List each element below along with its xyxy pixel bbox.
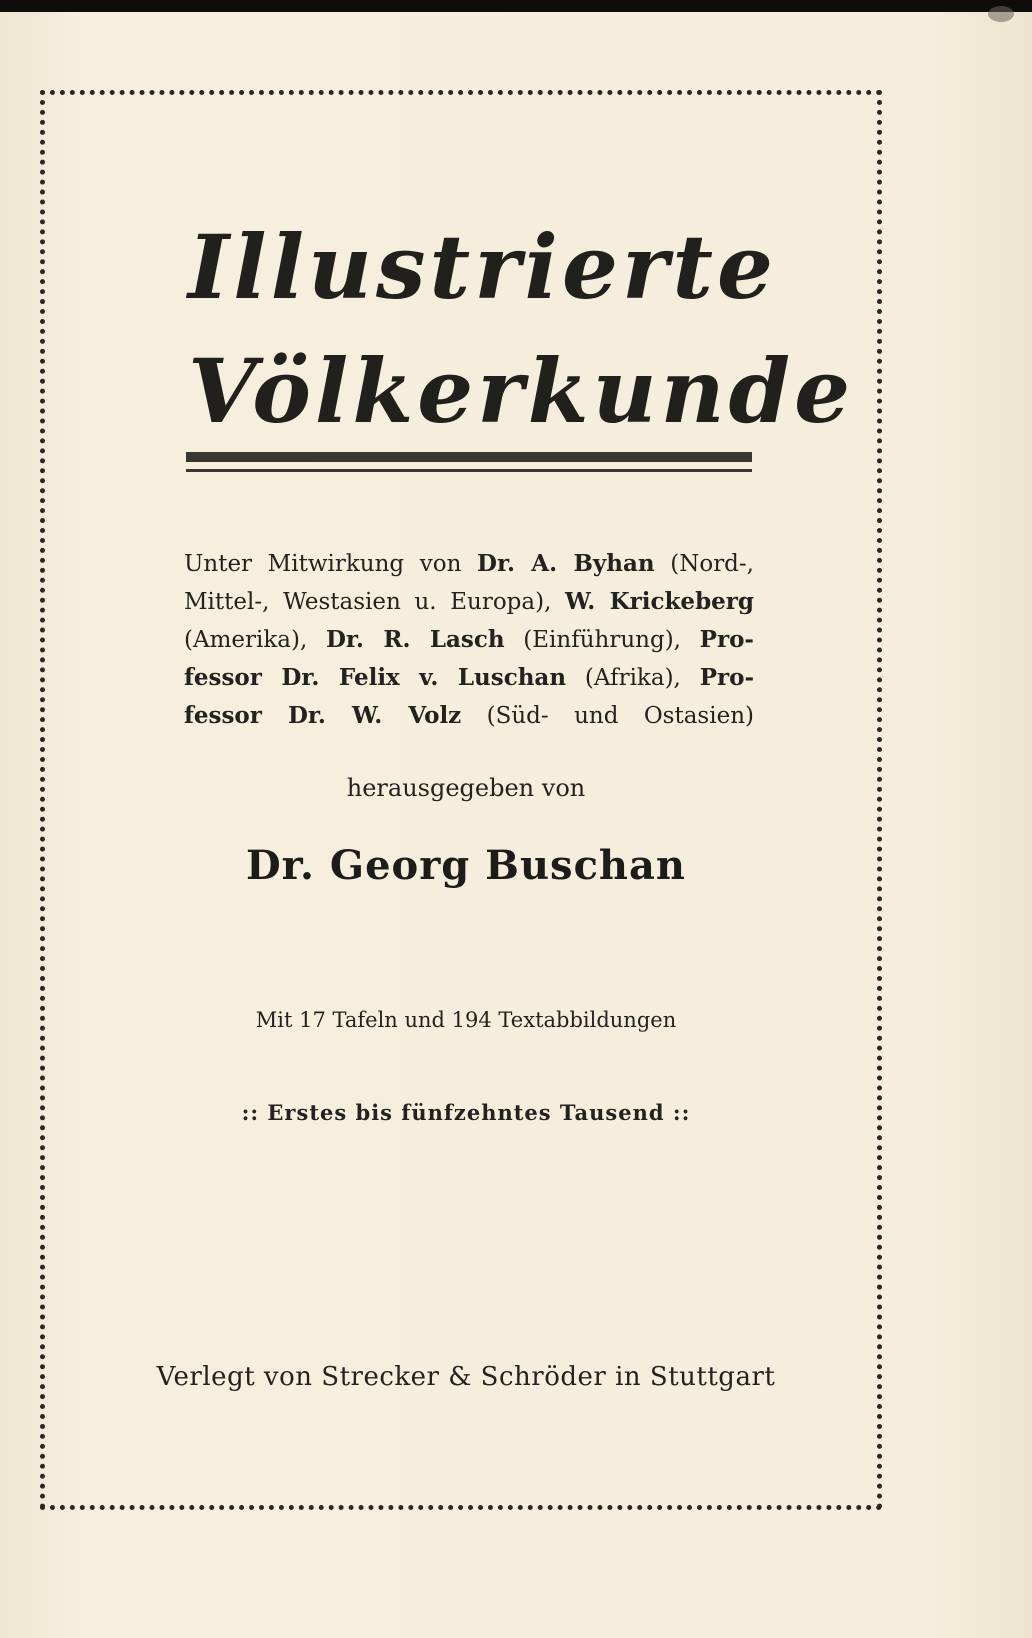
contributors-paragraph [184,545,754,735]
contributor-text: Mittel-, Westasien u. Europa), [184,589,566,615]
contributor-text: (Amerika), [184,627,326,653]
publisher-line: Verlegt von Strecker & Schröder in Stuttgart [156,1362,776,1392]
title-line-1: Illustrierte [188,215,777,319]
page-top-edge [0,0,1032,12]
contributors-line [184,583,754,621]
corner-blemish [988,6,1014,22]
contributors-line [184,697,754,735]
contributor-text: (Nord-, [654,551,754,577]
contributors-line [184,545,754,583]
editor-intro: herausgegeben von [346,774,586,802]
illustrations-note: Mit 17 Tafeln und 194 Textabbildungen [255,1008,677,1032]
contributor-name: Dr. A. Byhan [477,550,655,577]
contributor-name: fessor Dr. W. Volz [184,702,462,729]
contributor-name: Pro- [699,626,754,653]
title-line-2: Völkerkunde [188,339,855,443]
contributor-text: (Einführung), [504,627,700,653]
contributor-name: Pro- [699,664,754,691]
contributor-name: W. Krickeberg [565,588,754,615]
contributors-line [184,621,754,659]
contributors-line [184,659,754,697]
title-rule-thin [186,469,752,472]
book-title [188,205,855,453]
contributor-name: Dr. R. Lasch [325,626,505,653]
title-rule-thick [186,452,752,462]
edition-note: :: Erstes bis fünfzehntes Tausend :: [241,1100,691,1125]
contributor-text: Unter Mitwirkung von [184,551,478,577]
contributor-text: (Afrika), [566,665,700,691]
editor-name: Dr. Georg Buschan [245,842,687,889]
contributor-name: fessor Dr. Felix v. Luschan [184,664,567,691]
contributor-text: (Süd- und Ostasien) [461,703,754,729]
